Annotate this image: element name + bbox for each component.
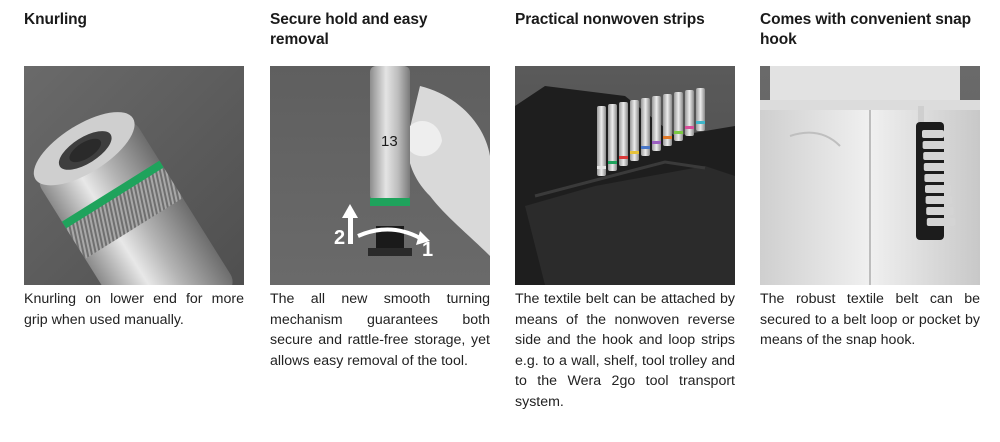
socket-color-band	[641, 146, 650, 149]
step-1-label: 1	[422, 239, 434, 261]
socket	[685, 90, 694, 136]
socket	[927, 218, 955, 226]
feature-title: Secure hold and easy removal	[270, 11, 428, 48]
socket	[926, 196, 953, 204]
socket	[926, 207, 954, 215]
socket-size-label: 13	[381, 133, 398, 150]
socket	[923, 141, 946, 149]
socket-color-band	[663, 136, 672, 139]
step-2-label: 2	[334, 227, 346, 249]
socket	[924, 163, 948, 171]
feature-description: The all new smooth turning mechanism guarantees both secure and rattle-free storage, yet allows easy removal of the tool.	[270, 291, 490, 369]
socket-color-band	[696, 121, 705, 124]
feature-description: Knurling on lower end for more grip when used manually.	[24, 291, 244, 328]
socket-color-band	[619, 156, 628, 159]
textile-belt-image	[515, 66, 735, 285]
socket-color-band	[685, 126, 694, 129]
socket	[925, 185, 951, 193]
belt-loop-image	[760, 66, 980, 285]
socket-color-band	[608, 161, 617, 164]
socket	[696, 88, 705, 131]
feature-description: The robust textile belt can be secured to a belt loop or pocket by means of the snap hook.	[760, 291, 980, 349]
socket	[923, 152, 947, 160]
secure-hold-photo	[270, 66, 490, 285]
socket	[597, 106, 606, 176]
socket-color-band	[652, 141, 661, 144]
feature-description: The textile belt can be attached by means of the nonwoven reverse side and the hook and loop strips e.g. to a wall, shelf, tool trolley and to the Wera 2go tool transport system.	[515, 291, 735, 410]
socket	[924, 174, 949, 182]
socket-color-band	[674, 131, 683, 134]
knurling-socket-image	[24, 66, 244, 285]
socket-color-band	[630, 151, 639, 154]
snap-hook-photo	[760, 66, 980, 285]
socket-color-band	[597, 166, 606, 169]
socket	[608, 104, 617, 171]
feature-title: Knurling	[24, 11, 87, 28]
socket	[922, 130, 944, 138]
feature-title: Comes with convenient snap hook	[760, 11, 971, 48]
feature-title: Practical nonwoven strips	[515, 11, 705, 28]
hand-socket-image	[270, 66, 490, 285]
nonwoven-strips-photo	[515, 66, 735, 285]
knurling-photo	[24, 66, 244, 285]
